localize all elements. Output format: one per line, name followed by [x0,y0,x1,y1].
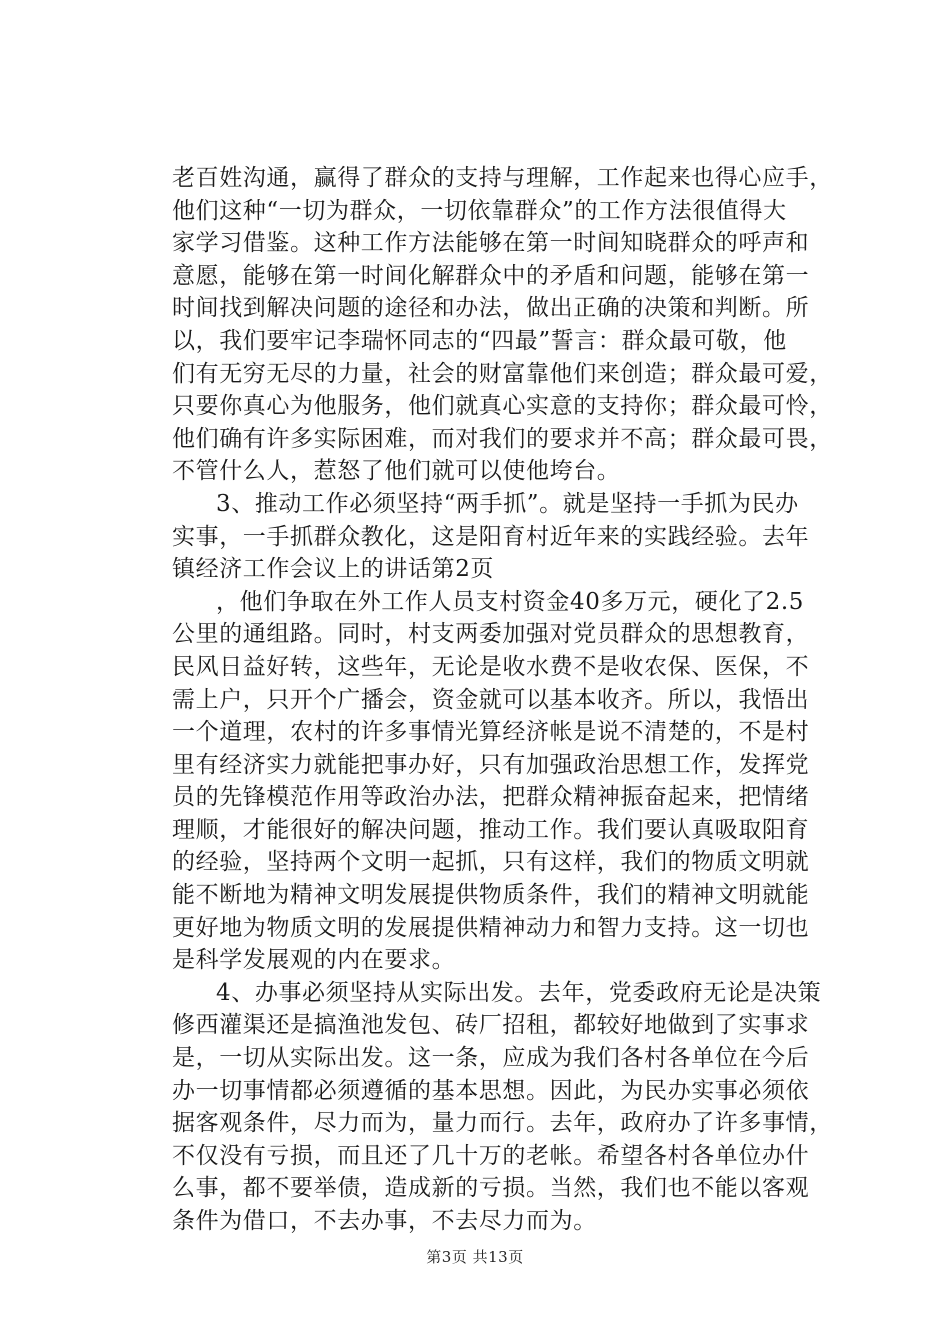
text-line: 能不断地为精神文明发展提供物质条件，我们的精神文明就能 [172,882,810,909]
page-number-footer: 第3页 共13页 [426,1248,524,1266]
text-line: 办一切事情都必须遵循的基本思想。因此，为民办实事必须依 [172,1077,810,1104]
text-line: 更好地为物质文明的发展提供精神动力和智力支持。这一切也 [172,914,810,941]
text-line: 镇经济工作会议上的讲话第2页 [172,556,495,583]
text-line: 不仅没有亏损，而且还了几十万的老帐。希望各村各单位办什 [172,1142,810,1169]
text-line: 里有经济实力就能把事办好，只有加强政治思想工作，发挥党 [172,751,810,778]
paragraph-start-line: 4、办事必须坚持从实际出发。去年，党委政府无论是决策 [216,979,822,1006]
text-line: 他们确有许多实际困难，而对我们的要求并不高；群众最可畏， [172,425,833,452]
text-line: 只要你真心为他服务，他们就真心实意的支持你；群众最可怜， [172,393,833,420]
text-line: 条件为借口，不去办事，不去尽力而为。 [172,1208,597,1234]
text-line: 公里的通组路。同时，村支两委加强对党员群众的思想教育， [172,621,810,648]
paragraph-start-line: 3、推动工作必须坚持“两手抓”。就是坚持一手抓为民办 [216,490,799,517]
text-line: 们有无穷无尽的力量，社会的财富靠他们来创造；群众最可爱， [172,360,833,387]
text-line: 么事，都不要举债，造成新的亏损。当然，我们也不能以客观 [172,1175,810,1202]
text-line: 需上户，只开个广播会，资金就可以基本收齐。所以，我悟出 [172,686,810,713]
text-line: 意愿，能够在第一时间化解群众中的矛盾和问题，能够在第一 [172,262,810,289]
text-line: 一个道理，农村的许多事情光算经济帐是说不清楚的，不是村 [172,719,810,746]
text-line: 老百姓沟通，赢得了群众的支持与理解，工作起来也得心应手， [172,165,833,191]
text-line: 以，我们要牢记李瑞怀同志的“四最”誓言：群众最可敬，他 [172,327,787,354]
text-line: 修西灌渠还是搞渔池发包、砖厂招租，都较好地做到了实事求 [172,1012,810,1039]
text-line: 他们这种“一切为群众，一切依靠群众”的工作方法很值得大 [172,197,787,224]
text-line: 不管什么人，惹怒了他们就可以使他垮台。 [172,458,621,485]
paragraph-start-line: ，他们争取在外工作人员支村资金40多万元，硬化了2.5 [216,588,805,615]
text-line: 员的先锋模范作用等政治办法，把群众精神振奋起来，把情绪 [172,784,810,811]
text-line: 时间找到解决问题的途径和办法，做出正确的决策和判断。所 [172,295,810,322]
text-line: 民风日益好转，这些年，无论是收水费不是收农保、医保，不 [172,653,810,680]
text-line: 理顺，才能很好的解决问题，推动工作。我们要认真吸取阳育 [172,816,810,843]
text-line: 是科学发展观的内在要求。 [172,947,456,974]
body-text [172,162,833,1238]
text-line: 据客观条件，尽力而为，量力而行。去年，政府办了许多事情， [172,1110,833,1137]
text-line: 实事，一手抓群众教化，这是阳育村近年来的实践经验。去年 [172,523,810,550]
text-line: 的经验，坚持两个文明一起抓，只有这样，我们的物质文明就 [172,849,810,876]
text-line: 是，一切从实际出发。这一条，应成为我们各村各单位在今后 [172,1045,810,1072]
text-line: 家学习借鉴。这种工作方法能够在第一时间知晓群众的呼声和 [172,230,810,257]
